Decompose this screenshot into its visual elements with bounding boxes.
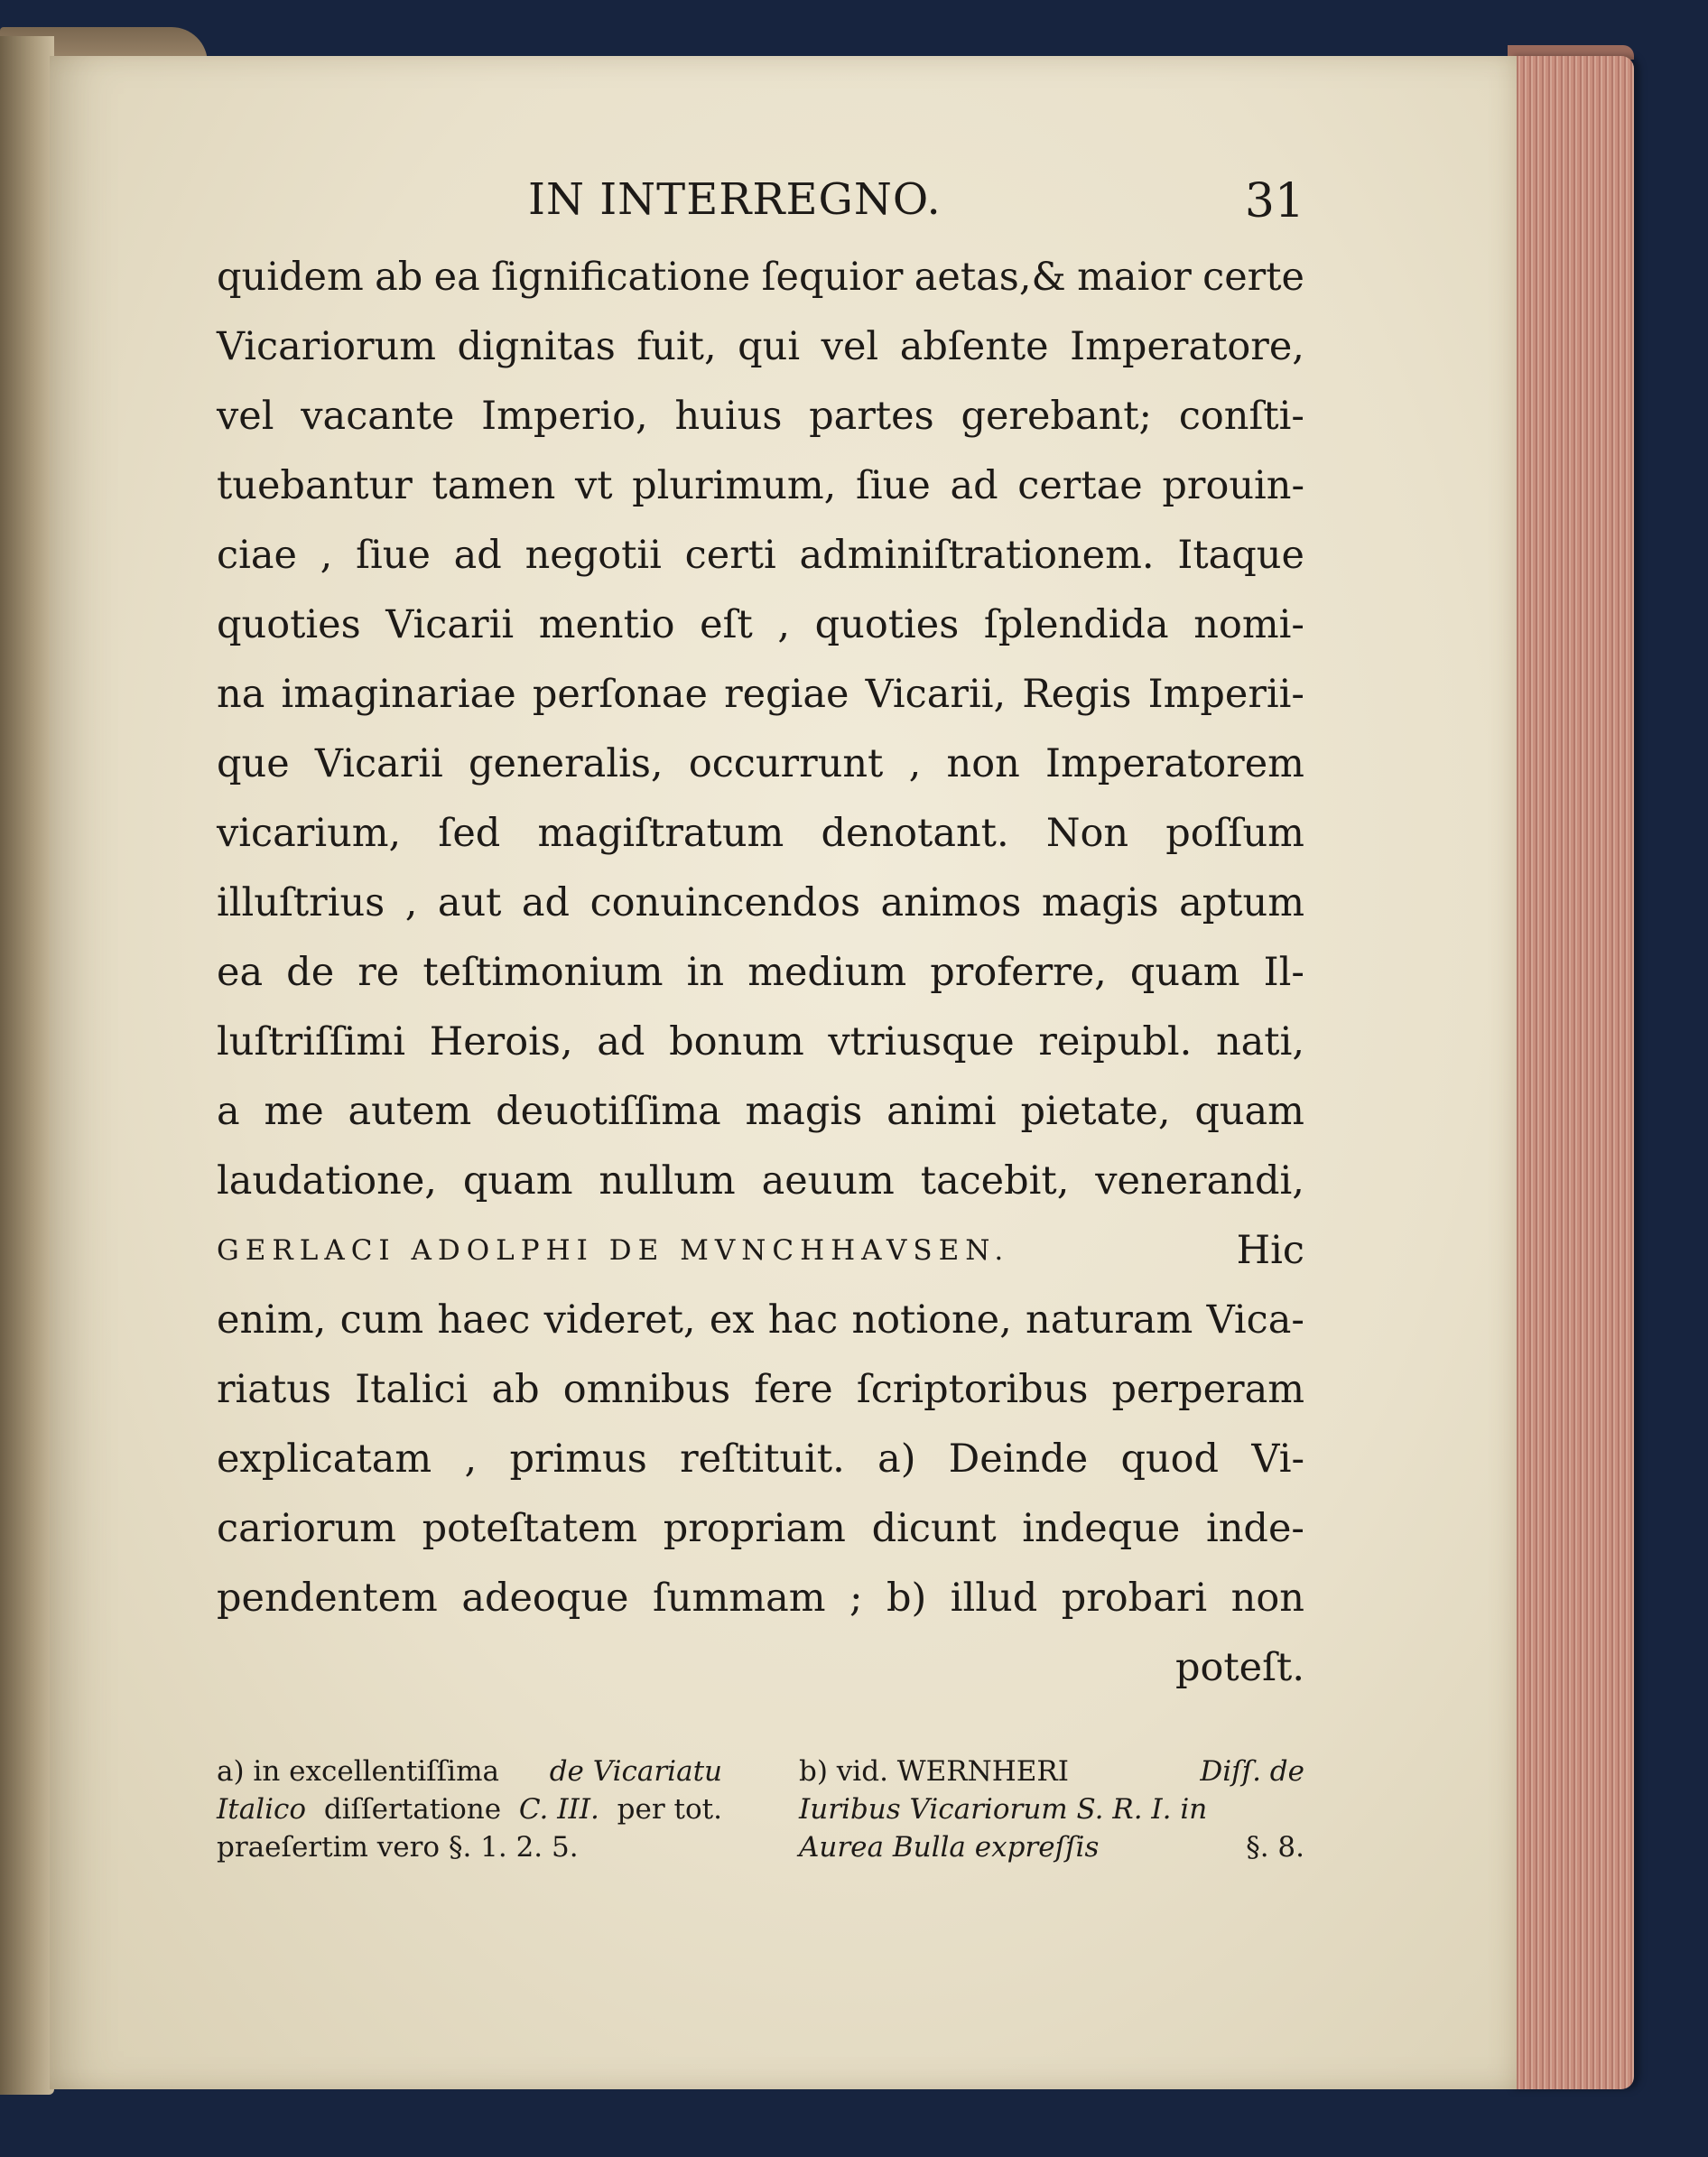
word: luſtriſſimi	[217, 1019, 406, 1065]
word: bonum	[669, 1019, 804, 1065]
word: cariorum	[217, 1506, 396, 1551]
word: ſplendida	[983, 602, 1169, 647]
word: hac	[767, 1297, 839, 1343]
footnote-a-ref: C. III.	[518, 1793, 599, 1826]
word: Vicarii	[314, 741, 443, 786]
footnote-a-text-2: diſſertatione	[323, 1793, 502, 1826]
word: inde-	[1205, 1506, 1304, 1551]
text-line	[217, 1286, 1304, 1355]
footnote-b-text: b) vid. WERNHERI	[799, 1755, 1069, 1788]
word: adminiſtrationem.	[799, 533, 1155, 578]
word: non	[1230, 1576, 1304, 1621]
word: videret,	[543, 1297, 696, 1343]
word: ad	[453, 533, 502, 578]
text-line	[217, 1564, 1304, 1633]
footnote-b-line-3	[799, 1828, 1304, 1866]
word: naturam	[1026, 1297, 1193, 1343]
text-line	[217, 799, 1304, 869]
word: certae	[1017, 463, 1143, 508]
word: na	[217, 672, 265, 717]
word: occurrunt	[688, 741, 884, 786]
footnote-a-title-cont: Italico	[217, 1793, 307, 1826]
word: poſſum	[1165, 811, 1304, 856]
word: fuit,	[636, 324, 717, 369]
footnote-a-line-1	[217, 1753, 722, 1790]
word: fere	[754, 1367, 833, 1412]
word: ab	[375, 255, 423, 300]
word: quoties	[814, 602, 960, 647]
text-line	[217, 1355, 1304, 1425]
word: dicunt	[871, 1506, 997, 1551]
word: teſtimonium	[422, 950, 664, 995]
word: Imperii-	[1147, 672, 1304, 717]
text-line	[217, 243, 1304, 312]
word: conſti-	[1178, 394, 1304, 439]
word: imaginariae	[281, 672, 516, 717]
word: Imperatore,	[1070, 324, 1304, 369]
footnote-gap	[217, 1703, 1304, 1753]
word: qui	[738, 324, 801, 369]
text-line	[217, 451, 1304, 521]
word: gerebant;	[961, 394, 1153, 439]
word: primus	[509, 1436, 647, 1482]
footnote-a-text-4: praeſertim vero §. 1. 2. 5.	[217, 1831, 579, 1864]
word: ad	[521, 880, 571, 925]
word: certi	[684, 533, 776, 578]
text-line	[217, 312, 1304, 382]
text-line	[217, 521, 1304, 590]
word: illuſtrius	[217, 880, 385, 925]
word: de	[286, 950, 335, 995]
word: quoties	[217, 602, 361, 647]
word: Imperio,	[481, 394, 648, 439]
word: illud	[950, 1576, 1038, 1621]
word: ,	[404, 880, 418, 925]
word: pietate,	[1020, 1089, 1171, 1134]
footnote-a-title: de Vicariatu	[549, 1755, 722, 1788]
word: Regis	[1022, 672, 1132, 717]
word: medium	[747, 950, 907, 995]
word: Vi-	[1251, 1436, 1304, 1482]
word: Hic	[1236, 1228, 1304, 1273]
text-line	[217, 730, 1304, 799]
word: aut	[437, 880, 502, 925]
footnote-b	[799, 1753, 1304, 1866]
word: aetas,&	[914, 255, 1066, 300]
word: que	[217, 741, 290, 786]
word: a)	[877, 1436, 916, 1482]
footnote-a-text-3: per tot.	[617, 1793, 722, 1826]
word: abſente	[899, 324, 1049, 369]
footnote-b-title-cont: Iuribus Vicariorum S. R. I. in	[799, 1793, 1208, 1826]
word: cum	[339, 1297, 424, 1343]
word: nati,	[1215, 1019, 1304, 1065]
word: omnibus	[562, 1367, 731, 1412]
word: a	[217, 1089, 240, 1134]
word: vel	[821, 324, 879, 369]
word: aeuum	[761, 1158, 895, 1204]
word: ad	[950, 463, 998, 508]
word: reſtituit.	[680, 1436, 845, 1482]
text-line-name	[217, 1216, 1304, 1286]
word: regiae	[724, 672, 849, 717]
word: aptum	[1179, 880, 1304, 925]
word: ſequior	[761, 255, 904, 300]
text-line	[217, 590, 1304, 660]
footnote-a-text: a) in excellentiſſima	[217, 1755, 499, 1788]
word: magis	[745, 1089, 863, 1134]
word: ſiue	[856, 463, 931, 508]
page-number: 31	[1244, 174, 1304, 228]
word: certe	[1202, 255, 1304, 300]
word: vel	[217, 394, 274, 439]
word: ſed	[438, 811, 501, 856]
word: re	[357, 950, 400, 995]
text-line-last	[217, 1633, 1304, 1703]
word: huius	[674, 394, 783, 439]
word: quam	[462, 1158, 573, 1204]
word: venerandi,	[1095, 1158, 1304, 1204]
word: ,	[464, 1436, 478, 1482]
footnote-b-title-end: Aurea Bulla expreſſis	[799, 1831, 1100, 1864]
word: ciae	[217, 533, 297, 578]
word: maior	[1077, 255, 1192, 300]
word: reipubl.	[1038, 1019, 1193, 1065]
running-head-title: IN INTERREGNO.	[528, 174, 942, 225]
word: ad	[597, 1019, 645, 1065]
footnote-a	[217, 1753, 722, 1866]
word: enim,	[217, 1297, 327, 1343]
word: propriam	[663, 1506, 846, 1551]
word: denotant.	[821, 811, 1009, 856]
word: mentio	[538, 602, 675, 647]
page-content	[217, 167, 1304, 1866]
word: animi	[886, 1089, 997, 1134]
footnote-a-line-2	[217, 1790, 722, 1828]
word: vicarium,	[217, 811, 402, 856]
footnote-a-line-3	[217, 1828, 722, 1866]
word: quidem	[217, 255, 364, 300]
word: Deinde	[948, 1436, 1089, 1482]
text-line	[217, 869, 1304, 938]
word: partes	[809, 394, 934, 439]
word: Vica-	[1206, 1297, 1304, 1343]
footnotes	[217, 1753, 1304, 1866]
word: ,	[908, 741, 922, 786]
text-line	[217, 1077, 1304, 1147]
word: adeoque	[461, 1576, 629, 1621]
footnote-b-line-1	[799, 1753, 1304, 1790]
word: vt	[574, 463, 613, 508]
text-line	[217, 1494, 1304, 1564]
word: ab	[491, 1367, 540, 1412]
word: Italici	[355, 1367, 469, 1412]
word: b)	[886, 1576, 927, 1621]
word: poteſt.	[1174, 1645, 1304, 1690]
word: conuincendos	[589, 880, 861, 925]
word: prouin-	[1162, 463, 1304, 508]
word: Il-	[1263, 950, 1304, 995]
page-block-edges	[1508, 56, 1634, 2089]
text-line	[217, 938, 1304, 1008]
word: eſt	[700, 602, 753, 647]
word: me	[264, 1089, 324, 1134]
footnote-b-section: §. 8.	[1246, 1831, 1304, 1864]
word: ea	[433, 255, 480, 300]
word: ſummam	[652, 1576, 826, 1621]
word: explicatam	[217, 1436, 432, 1482]
word: magiſtratum	[537, 811, 784, 856]
word: vacante	[301, 394, 455, 439]
word: autem	[348, 1089, 472, 1134]
small-caps-name: GERLACI ADOLPHI DE MVNCHHAVSEN.	[217, 1234, 1010, 1267]
word: ſcriptoribus	[856, 1367, 1089, 1412]
text-line	[217, 1425, 1304, 1494]
word: probari	[1061, 1576, 1208, 1621]
word: Itaque	[1177, 533, 1304, 578]
text-line	[217, 1147, 1304, 1216]
footnote-b-title: Diſſ. de	[1200, 1755, 1304, 1788]
word: vtriusque	[828, 1019, 1015, 1065]
word: ,	[320, 533, 333, 578]
word: Non	[1045, 811, 1129, 856]
word: animos	[880, 880, 1022, 925]
word: haec	[437, 1297, 531, 1343]
word: pendentem	[217, 1576, 438, 1621]
word: negotii	[524, 533, 662, 578]
word: ſignificatione	[491, 255, 751, 300]
word: plurimum,	[632, 463, 837, 508]
word: generalis,	[469, 741, 664, 786]
word: tacebit,	[920, 1158, 1070, 1204]
word: non	[946, 741, 1020, 786]
word: perperam	[1111, 1367, 1304, 1412]
word: quod	[1120, 1436, 1220, 1482]
word: in	[686, 950, 725, 995]
word: deuotiſſima	[496, 1089, 721, 1134]
word: Vicarii,	[865, 672, 1007, 717]
word: Herois,	[429, 1019, 573, 1065]
text-line	[217, 660, 1304, 730]
word: indeque	[1022, 1506, 1181, 1551]
footnote-b-line-2	[799, 1790, 1304, 1828]
word: Vicariorum	[217, 324, 436, 369]
body-text	[217, 243, 1304, 1703]
word: nomi-	[1193, 602, 1304, 647]
word: dignitas	[457, 324, 616, 369]
word: proferre,	[930, 950, 1107, 995]
word: ;	[849, 1576, 863, 1621]
word: perſonae	[532, 672, 708, 717]
word: poteſtatem	[422, 1506, 638, 1551]
text-line	[217, 382, 1304, 451]
word: Imperatorem	[1045, 741, 1304, 786]
word: quam	[1129, 950, 1240, 995]
text-line	[217, 1008, 1304, 1077]
left-page-edge	[0, 36, 54, 2095]
word: riatus	[217, 1367, 331, 1412]
word: ,	[777, 602, 791, 647]
word: laudatione,	[217, 1158, 437, 1204]
word: ex	[709, 1297, 755, 1343]
word: tuebantur	[217, 463, 413, 508]
word: magis	[1041, 880, 1159, 925]
word: ea	[217, 950, 264, 995]
word: quam	[1194, 1089, 1304, 1134]
word: tamen	[432, 463, 556, 508]
running-head	[217, 167, 1304, 239]
word: nullum	[599, 1158, 736, 1204]
word: ſiue	[356, 533, 431, 578]
word: Vicarii	[385, 602, 515, 647]
word: notione,	[851, 1297, 1012, 1343]
